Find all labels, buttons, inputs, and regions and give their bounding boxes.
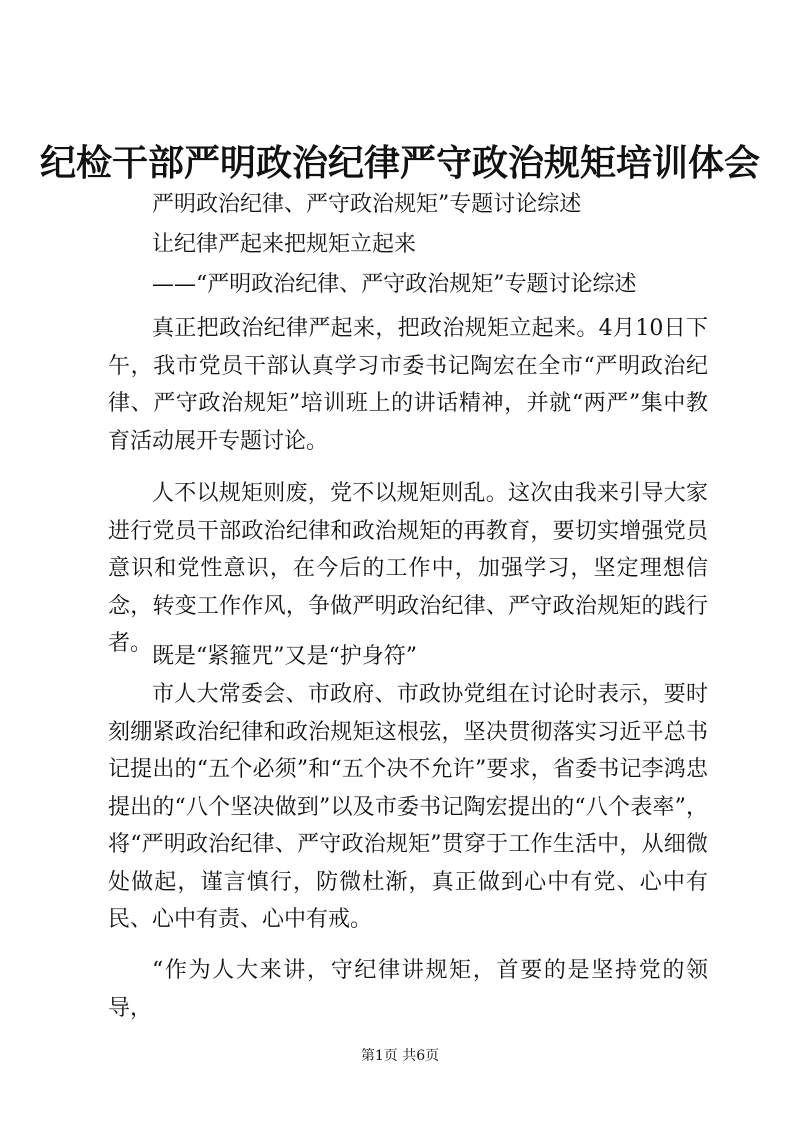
paragraph-2: 人不以规矩则废，党不以规矩则乱。这次由我来引导大家进行党员干部政治纪律和政治规矩的再教育，要切实增强党员意识和党性意识，在今后的工作中，加强学习，坚定理想信念，转变工作作风，争做严明政治纪律、严守政治规矩的践行者。 — [108, 481, 708, 656]
paragraph-4: 市人大常委会、市政府、市政协党组在讨论时表示，要时刻绷紧政治纪律和政治规矩这根弦，坚决贯彻落实习近平总书记提出的“五个必须”和“五个决不允许”要求，省委书记李鸿忠提出的“八个坚决做到”以及市委书记陶宏提出的“八个表率”，将“严明政治纪律、严守政治规矩”贯穿于工作生活中，从细微处做起，谨言慎行，防微杜渐，真正做到心中有党、心中有民、心中有责、心中有戒。 — [108, 682, 708, 932]
subtitle-line-1: 严明政治纪律、严守政治规矩”专题讨论综述 — [152, 192, 582, 217]
page-footer: 第1页 共6页 — [360, 1048, 440, 1064]
paragraph-3-heading: 既是“紧箍咒”又是“护身符” — [152, 644, 417, 669]
subtitle-line-2: 让纪律严起来把规矩立起来 — [152, 232, 417, 257]
paragraph-1: 真正把政治纪律严起来，把政治规矩立起来。4月10日下午，我市党员干部认真学习市委书记陶宏在全市“严明政治纪律、严守政治规矩”培训班上的讲话精神，并就“两严”集中教育活动展开专题讨论。 — [108, 316, 708, 454]
subtitle-line-3: ——“严明政治纪律、严守政治规矩”专题讨论综述 — [152, 272, 637, 297]
document-title: 纪检干部严明政治纪律严守政治规矩培训体会 — [39, 142, 760, 184]
paragraph-5: “作为人大来讲，守纪律讲规矩，首要的是坚持党的领导， — [108, 958, 708, 1021]
